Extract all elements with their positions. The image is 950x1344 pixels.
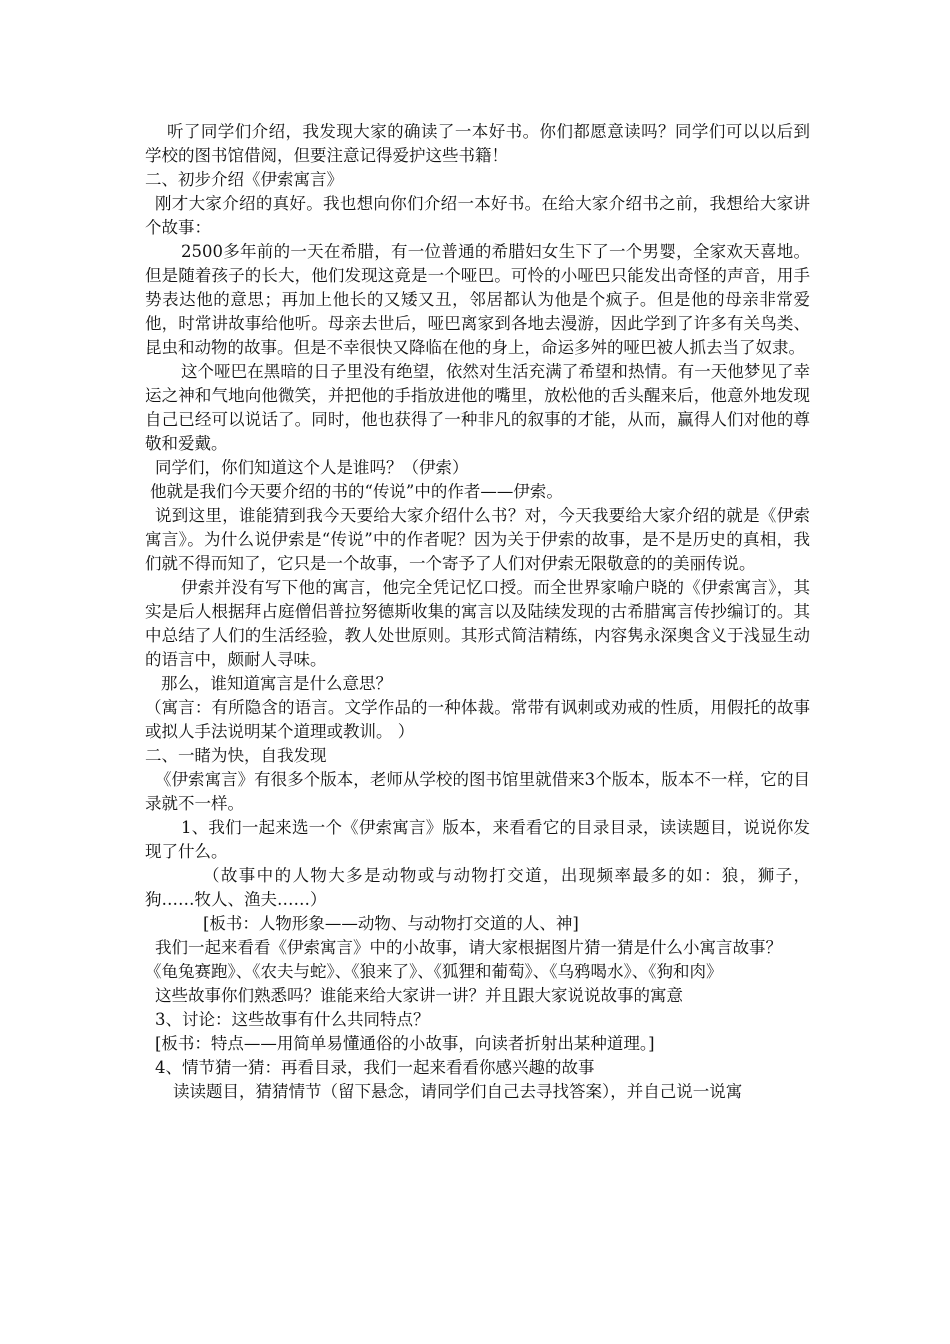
paragraph-question-fable: 那么，谁知道寓言是什么意思？ <box>161 674 392 693</box>
paragraph-story-birth: 2500多年前的一天在希腊，有一位普通的希腊妇女生下了一个男婴，全家欢天喜地。但是随着孩子的长大，他们发现这竟是一个哑巴。可怜的小哑巴只能发出奇怪的声音，用手势表达他的意思；再加上他长的又矮又丑，邻居都认为他是个疯子。但是他的母亲非常爱他，时常讲故事给他听。母亲去世后，哑巴离家到各地去漫游，因此学到了许多有关鸟类、昆虫和动物的故事。但是不幸很快又降临在他的身上，命运多舛的哑巴被人抓去当了奴隶。 <box>145 242 810 357</box>
paragraph-book-origin: 伊索并没有写下他的寓言，他完全凭记忆口授。而全世界家喻户晓的《伊索寓言》，其实是后人根据拜占庭僧侣普拉努德斯收集的寓言以及陆续发现的古希腊寓言传抄编订的。其中总结了人们的生活经验，教人处世原则。其形式简洁精练，内容隽永深奥含义于浅显生动的语言中，颇耐人寻味。 <box>145 578 810 669</box>
paragraph-board-characters: [板书：人物形象——动物、与动物打交道的人、神] <box>203 914 579 933</box>
paragraph-teacher-story-intro: 刚才大家介绍的真好。我也想向你们介绍一本好书。在给大家介绍书之前，我想给大家讲个故事： <box>145 194 810 237</box>
paragraph-book-reveal: 说到这里，谁能猜到我今天要给大家介绍什么书？对，今天我要给大家介绍的就是《伊索寓言》。为什么说伊索是“传说”中的作者呢？因为关于伊索的故事，是不是历史的真相，我们就不得而知了，它只是一个故事，一个寄予了人们对伊索无限敬意的的美丽传说。 <box>145 506 810 573</box>
paragraph-story-dream: 这个哑巴在黑暗的日子里没有绝望，依然对生活充满了希望和热情。有一天他梦见了幸运之神和气地向他微笑，并把他的手指放进他的嘴里，放松他的舌头醒来后，他意外地发现自己已经可以说话了。同时，他也获得了一种非凡的叙事的才能，从而，赢得人们对他的尊敬和爱戴。 <box>145 362 810 453</box>
paragraph-question-who: 同学们，你们知道这个人是谁吗？（伊索） <box>155 458 469 477</box>
section-heading-discover: 二、一睹为快，自我发现 <box>145 746 327 765</box>
paragraph-guess-plot: 读读题目，猜猜情节（留下悬念，请同学们自己去寻找答案），并自己说一说寓 <box>173 1082 743 1101</box>
paragraph-characters-note: （故事中的人物大多是动物或与动物打交道，出现频率最多的如：狼，狮子，狗……牧人、渔夫……） <box>145 866 810 909</box>
paragraph-step-1: 1、我们一起来选一个《伊索寓言》版本，来看看它的目录目录，读读题目，说说你发现了什么。 <box>145 818 810 861</box>
document-page <box>145 120 810 1104</box>
paragraph-story-titles: 《龟兔赛跑》、《农夫与蛇》、《狼来了》、《狐狸和葡萄》、《乌鸦喝水》、《狗和肉》 <box>145 962 723 981</box>
paragraph-step-4: 4、情节猜一猜：再看目录，我们一起来看看你感兴趣的故事 <box>155 1058 595 1077</box>
paragraph-tell-stories: 这些故事你们熟悉吗？谁能来给大家讲一讲？并且跟大家说说故事的寓意 <box>155 986 683 1005</box>
paragraph-guess-stories: 我们一起来看看《伊索寓言》中的小故事，请大家根据图片猜一猜是什么小寓言故事？ <box>155 938 782 957</box>
paragraph-library-intro: 听了同学们介绍，我发现大家的确读了一本好书。你们都愿意读吗？同学们可以以后到学校的图书馆借阅，但要注意记得爱护这些书籍！ <box>145 122 810 165</box>
paragraph-fable-definition: （寓言：有所隐含的语言。文学作品的一种体裁。常带有讽刺或劝戒的性质，用假托的故事或拟人手法说明某个道理或教训。 ） <box>145 698 810 741</box>
paragraph-board-features: [板书：特点——用简单易懂通俗的小故事，向读者折射出某种道理。] <box>155 1034 655 1053</box>
paragraph-step-3: 3、讨论：这些故事有什么共同特点？ <box>155 1010 430 1029</box>
paragraph-aesop-author: 他就是我们今天要介绍的书的“传说”中的作者——伊索。 <box>150 482 563 501</box>
section-heading-aesop-intro: 二、初步介绍《伊索寓言》 <box>145 170 343 189</box>
paragraph-versions: 《伊索寓言》有很多个版本，老师从学校的图书馆里就借来3个版本，版本不一样，它的目录就不一样。 <box>145 770 810 813</box>
